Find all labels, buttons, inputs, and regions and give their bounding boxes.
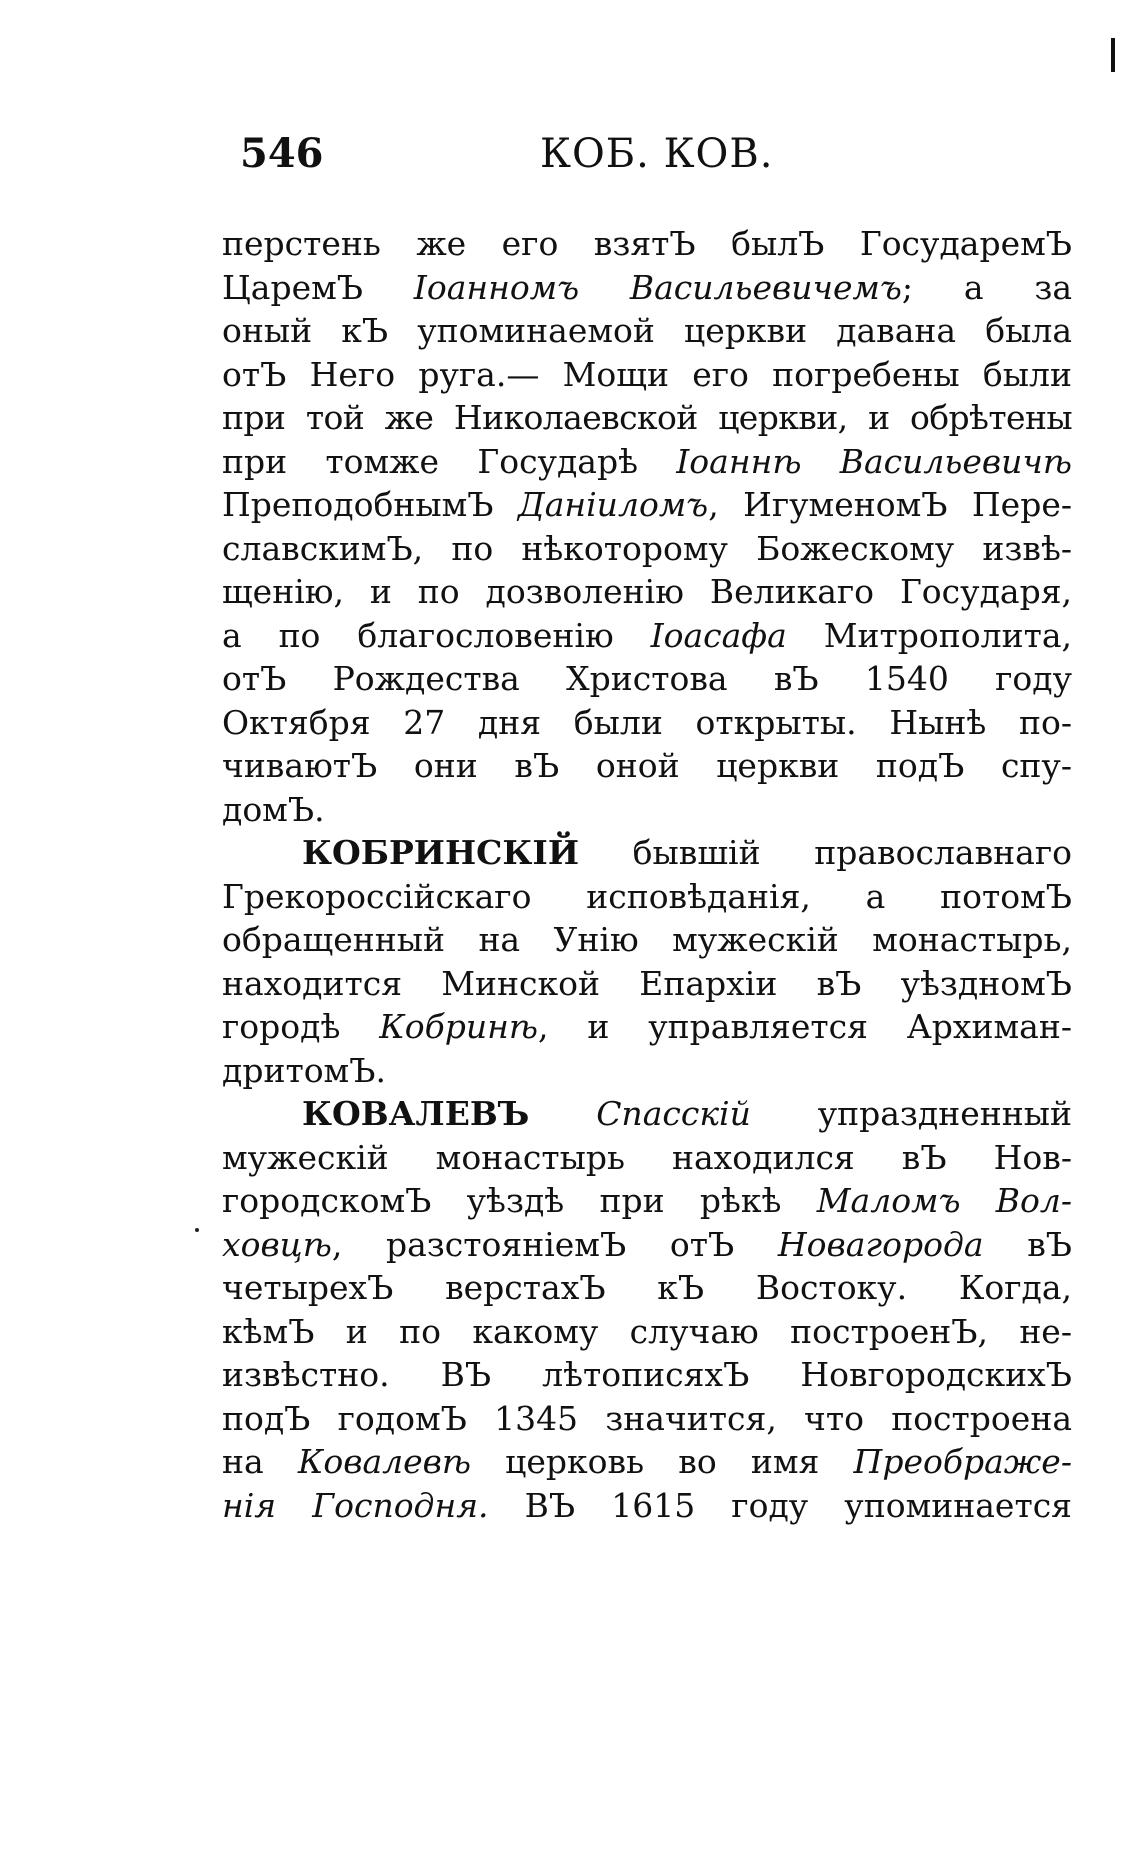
text-run: мужескій монастырь находился вЪ Нов- [222, 1137, 1072, 1177]
text-run: славскимЪ, по нѣкоторому Божескому извѣ- [222, 528, 1072, 568]
text-line [222, 614, 1072, 658]
italic-name: Маломъ Вол- [816, 1181, 1073, 1220]
text-run: городскомЪ уѣздѣ при рѣкѣ [222, 1181, 817, 1220]
text-run: дритомЪ. [222, 1050, 386, 1090]
italic-name: Іоанномъ Васильевичемъ [413, 267, 902, 307]
italic-name: Спасскій [596, 1094, 751, 1133]
entry-heading: КОВАЛЕВЪ [302, 1094, 530, 1133]
text-run: ВЪ 1615 году упоминается [488, 1485, 1072, 1525]
text-line [222, 1092, 1072, 1136]
text-line [222, 266, 1072, 310]
italic-name: Новагорода [777, 1224, 984, 1264]
text-line [222, 918, 1072, 962]
running-head [240, 126, 800, 182]
text-line [222, 831, 1072, 875]
text-run: на [222, 1442, 298, 1481]
text-line [222, 396, 1072, 440]
text-run: щенію, и по дозволенію Великаго Государя, [222, 572, 1072, 611]
text-line [222, 1440, 1072, 1484]
text-line [222, 570, 1072, 614]
text-run: чиваютЪ они вЪ оной церкви подЪ спу- [222, 746, 1072, 785]
text-run: ПреподобнымЪ [222, 485, 518, 524]
text-run: Грекороссійскаго исповѣданія, а потомЪ [222, 876, 1072, 916]
italic-name: Ковалевѣ [297, 1442, 471, 1481]
text-run: ; а за [901, 267, 1072, 307]
text-run: домЪ. [222, 789, 325, 829]
text-line [222, 788, 1072, 832]
text-run: , и управляется Архиман- [538, 1007, 1072, 1046]
text-line [222, 309, 1072, 353]
text-line [222, 1223, 1072, 1267]
text-run: упраздненный [750, 1094, 1072, 1133]
italic-name: ховцѣ [222, 1224, 332, 1264]
text-line [222, 1005, 1072, 1049]
page-number: 546 [240, 130, 324, 177]
text-line [222, 440, 1072, 484]
text-line [222, 1353, 1072, 1397]
text-run: вЪ [983, 1224, 1072, 1264]
italic-name: Іоаннѣ Васильевичѣ [676, 441, 1072, 481]
text-run: оный кЪ упоминаемой церкви давана была [222, 311, 1072, 350]
text-line [222, 875, 1072, 919]
text-run: отЪ Него руга.— Мощи его погребены были [222, 354, 1072, 394]
text-run: бывшій православнаго [579, 833, 1072, 872]
text-line [222, 353, 1072, 397]
text-run: обращенный на Унію мужескій монастырь, [222, 920, 1072, 959]
italic-name: нія Господня. [222, 1485, 489, 1525]
running-title: КОБ. КОВ. [540, 131, 774, 177]
text-run: , ИгуменомЪ Пере- [708, 485, 1072, 524]
text-line [222, 1179, 1072, 1223]
text-run: четырехЪ верстахЪ кЪ Востоку. Когда, [222, 1268, 1072, 1307]
text-run: отЪ Рождества Христова вЪ 1540 году [222, 659, 1072, 698]
text-line [222, 657, 1072, 701]
text-run: кѣмЪ и по какому случаю построенЪ, не- [222, 1311, 1072, 1351]
text-run: городѣ [222, 1007, 380, 1046]
text-run: Октября 27 дня были открыты. Нынѣ по- [222, 702, 1072, 742]
text-run: извѣстно. ВЪ лѣтописяхЪ НовгородскихЪ [222, 1355, 1072, 1394]
text-line [222, 701, 1072, 745]
text-run: при томже Государѣ [222, 441, 677, 481]
italic-name: Преображе- [853, 1442, 1072, 1481]
italic-name: Даніиломъ [517, 485, 709, 524]
text-run: ЦаремЪ [222, 267, 414, 307]
body-text [222, 222, 1072, 1527]
italic-name: Іоасафа [650, 615, 787, 655]
text-run [529, 1094, 596, 1133]
text-line [222, 1397, 1072, 1441]
text-line [222, 1310, 1072, 1354]
text-run: Митрополита, [786, 615, 1072, 655]
text-line [222, 1484, 1072, 1528]
text-line [222, 1266, 1072, 1310]
text-line [222, 527, 1072, 571]
text-line [222, 962, 1072, 1006]
text-line [222, 1136, 1072, 1180]
text-run: а по благословенію [222, 615, 651, 655]
text-run: подЪ годомЪ 1345 значится, что построена [222, 1398, 1072, 1438]
text-line [222, 744, 1072, 788]
page-edge-mark [1111, 38, 1115, 72]
ink-speck [195, 1228, 199, 1232]
text-run: церковь во имя [471, 1442, 854, 1481]
text-line [222, 483, 1072, 527]
text-run: перстень же его взятЪ былЪ ГосударемЪ [222, 224, 1072, 263]
entry-heading: КОБРИНСКІЙ [302, 833, 580, 872]
text-run: при той же Николаевской церкви, и обрѣтены [222, 398, 1072, 437]
italic-name: Кобринѣ [379, 1007, 539, 1046]
text-run: находится Минской Епархіи вЪ уѣздномЪ [222, 963, 1072, 1003]
text-run: , разстояніемЪ отЪ [331, 1224, 778, 1264]
text-line [222, 1049, 1072, 1093]
text-line [222, 222, 1072, 266]
